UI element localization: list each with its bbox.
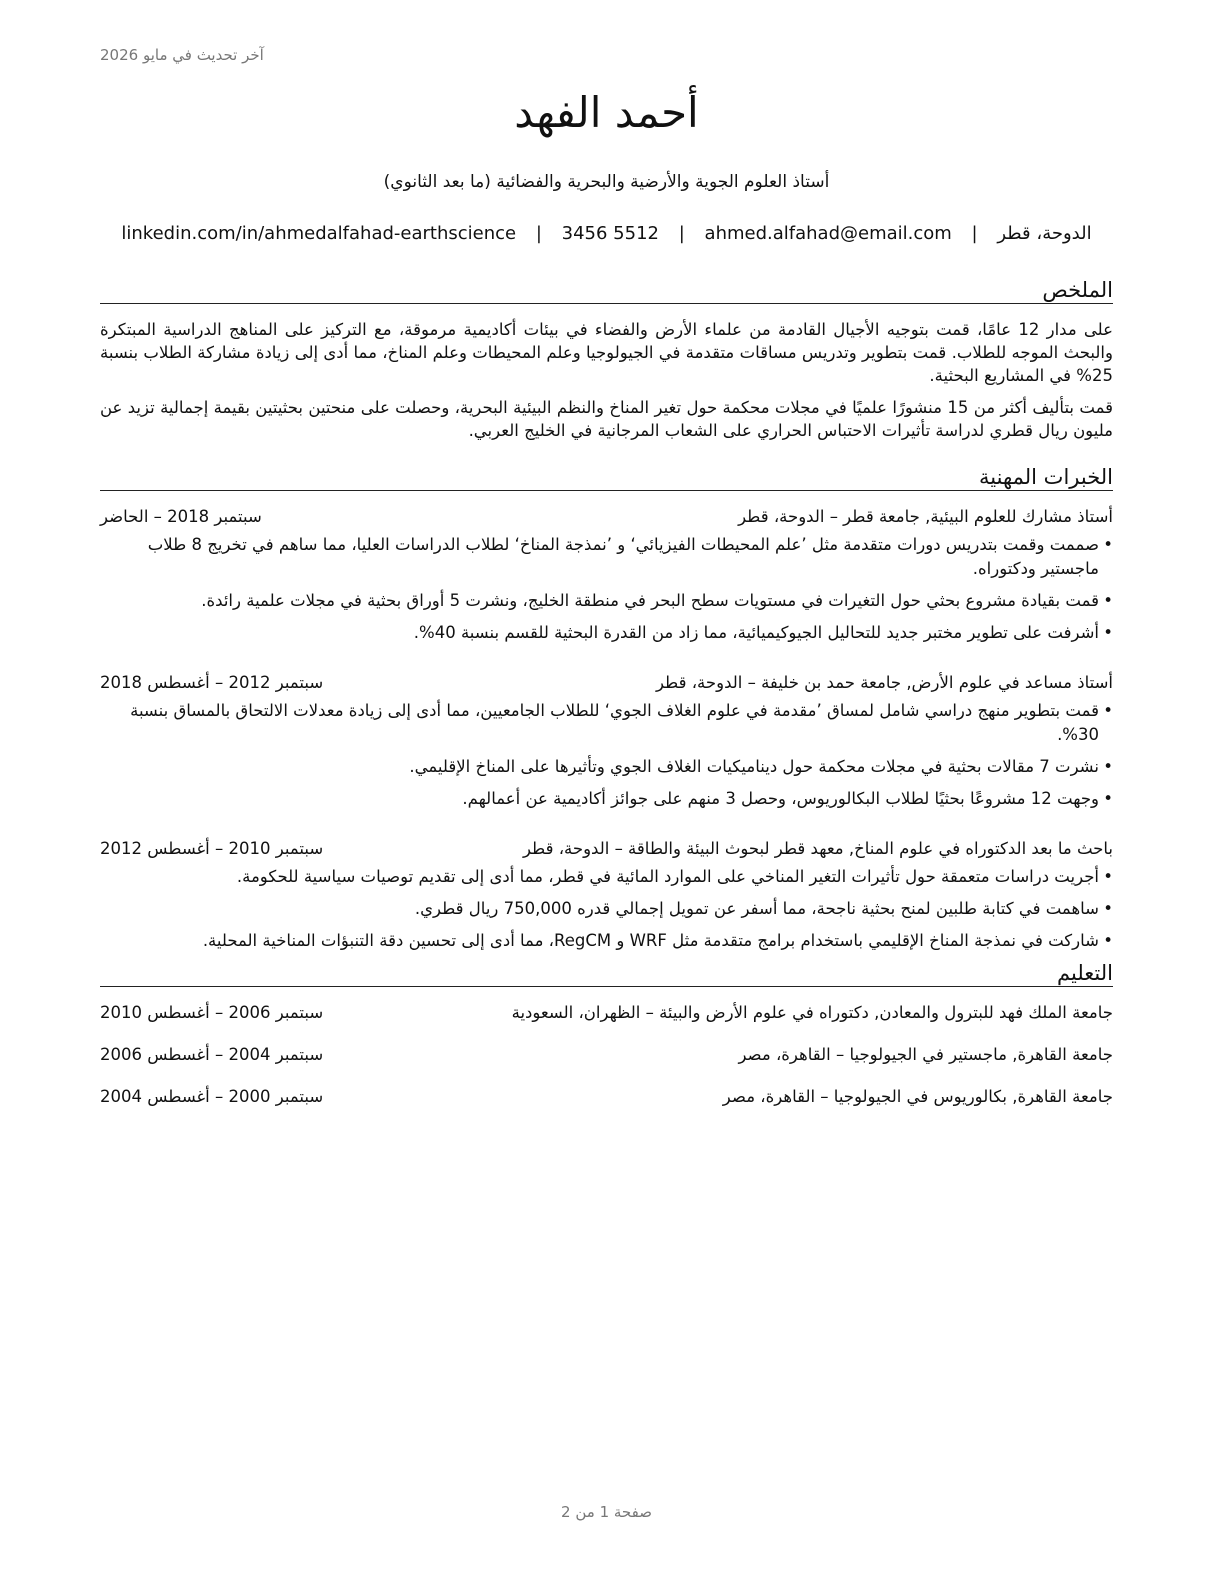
education-entry <box>100 1001 1113 1025</box>
summary-paragraph: قمت بتأليف أكثر من 15 منشورًا علميًا في مجلات محكمة حول تغير المناخ والنظم البيئية البحرية، وحصلت على منحتين بحثيتين بقيمة إجمالية تزيد عن مليون ريال قطري لدراسة تأثيرات الاحتباس الحراري على الشعاب المرجانية في الخليج العربي. <box>100 398 1114 440</box>
job-dates: سبتمبر 2018 – الحاضر <box>100 507 262 526</box>
education-dates: سبتمبر 2004 – أغسطس 2006 <box>100 1045 324 1064</box>
education-degree: جامعة الملك فهد للبترول والمعادن, دكتوراه في علوم الأرض والبيئة – الظهران، السعودية <box>511 1003 1113 1022</box>
contact-phone: 3456 5512 <box>561 223 659 244</box>
contact-email[interactable]: ahmed.alfahad@email.com <box>704 223 952 244</box>
job-bullet: • ساهمت في كتابة طلبين لمنح بحثية ناجحة، مما أسفر عن تمويل إجمالي قدره 750,000 ريال قطري. <box>414 899 1113 918</box>
job-role: أستاذ مساعد في علوم الأرض, جامعة حمد بن خليفة – الدوحة، قطر <box>655 673 1113 692</box>
contact-separator: | <box>678 223 685 244</box>
candidate-name: أحمد الفهد <box>514 88 699 137</box>
education-degree: جامعة القاهرة, بكالوريوس في الجيولوجيا – القاهرة، مصر <box>722 1087 1113 1106</box>
experience-heading: الخبرات المهنية <box>100 465 1113 491</box>
job-bullet: • وجهت 12 مشروعًا بحثيًا لطلاب البكالوريوس، وحصل 3 منهم على جوائز أكاديمية عن أعمالهم. <box>462 789 1113 808</box>
education-degree: جامعة القاهرة, ماجستير في الجيولوجيا – القاهرة، مصر <box>738 1045 1113 1064</box>
page-number: صفحة 1 من 2 <box>561 1503 652 1521</box>
resume-page <box>100 0 1113 1584</box>
job-bullet: • قمت بتطوير منهج دراسي شامل لمساق ’مقدمة في علوم الغلاف الجوي‘ للطلاب الجامعيين، مما أدى إلى زيادة معدلات الالتحاق بالمساق بنسبة 30%. <box>130 701 1113 744</box>
summary-heading: الملخص <box>100 278 1113 304</box>
candidate-title: أستاذ العلوم الجوية والأرضية والبحرية والفضائية (ما بعد الثانوي) <box>383 172 830 192</box>
education-dates: سبتمبر 2000 – أغسطس 2004 <box>100 1087 324 1106</box>
last-updated: آخر تحديث في مايو 2026 <box>100 46 264 64</box>
job-entry <box>100 505 1113 645</box>
contact-linkedin[interactable]: linkedin.com/in/ahmedalfahad-earthscience <box>121 223 517 244</box>
education-dates: سبتمبر 2006 – أغسطس 2010 <box>100 1003 324 1022</box>
education-heading: التعليم <box>100 961 1113 987</box>
contact-separator: | <box>971 223 978 244</box>
education-entry <box>100 1085 1113 1109</box>
job-bullet: • شاركت في نمذجة المناخ الإقليمي باستخدام برامج متقدمة مثل WRF و RegCM، مما أدى إلى تحسين دقة التنبؤات المناخية المحلية. <box>202 931 1113 950</box>
job-bullet: • صممت وقمت بتدريس دورات متقدمة مثل ’علم المحيطات الفيزيائي‘ و ’نمذجة المناخ‘ لطلاب الدراسات العليا، مما ساهم في تخريج 8 طلاب ماجستير ودكتوراه. <box>147 535 1113 578</box>
education-entry <box>100 1043 1113 1067</box>
job-entry <box>100 837 1113 953</box>
job-bullet: • نشرت 7 مقالات بحثية في مجلات محكمة حول ديناميكيات الغلاف الجوي وتأثيرها على المناخ الإقليمي. <box>409 757 1113 776</box>
summary-paragraph: على مدار 12 عامًا، قمت بتوجيه الأجيال القادمة من علماء الأرض والفضاء في بيئات أكاديمية مرموقة، مع التركيز على المناهج الدراسية المبتكرة والبحث الموجه للطلاب. قمت بتطوير وتدريس مساقات متقدمة في الجيولوجيا وعلم المحيطات وعلم المناخ، مما أدى إلى زيادة مشاركة الطلاب بنسبة 25% في المشاريع البحثية. <box>100 320 1113 385</box>
job-bullet: • قمت بقيادة مشروع بحثي حول التغيرات في مستويات سطح البحر في منطقة الخليج، ونشرت 5 أوراق بحثية في مجلات علمية رائدة. <box>201 591 1113 610</box>
job-bullet: • أجريت دراسات متعمقة حول تأثيرات التغير المناخي على الموارد المائية في قطر، مما أدى إلى تقديم توصيات سياسية للحكومة. <box>236 867 1113 886</box>
resume-body <box>100 278 1113 1109</box>
job-entry <box>100 671 1113 811</box>
contact-location: الدوحة، قطر <box>997 223 1092 244</box>
contact-separator: | <box>535 223 542 244</box>
contact-line <box>100 223 1113 244</box>
job-dates: سبتمبر 2010 – أغسطس 2012 <box>100 839 324 858</box>
job-dates: سبتمبر 2012 – أغسطس 2018 <box>100 673 324 692</box>
job-bullet: • أشرفت على تطوير مختبر جديد للتحاليل الجيوكيميائية، مما زاد من القدرة البحثية للقسم بنسبة 40%. <box>413 623 1113 642</box>
job-role: أستاذ مشارك للعلوم البيئية, جامعة قطر – الدوحة، قطر <box>738 507 1113 526</box>
job-role: باحث ما بعد الدكتوراه في علوم المناخ, معهد قطر لبحوث البيئة والطاقة – الدوحة، قطر <box>522 839 1113 858</box>
